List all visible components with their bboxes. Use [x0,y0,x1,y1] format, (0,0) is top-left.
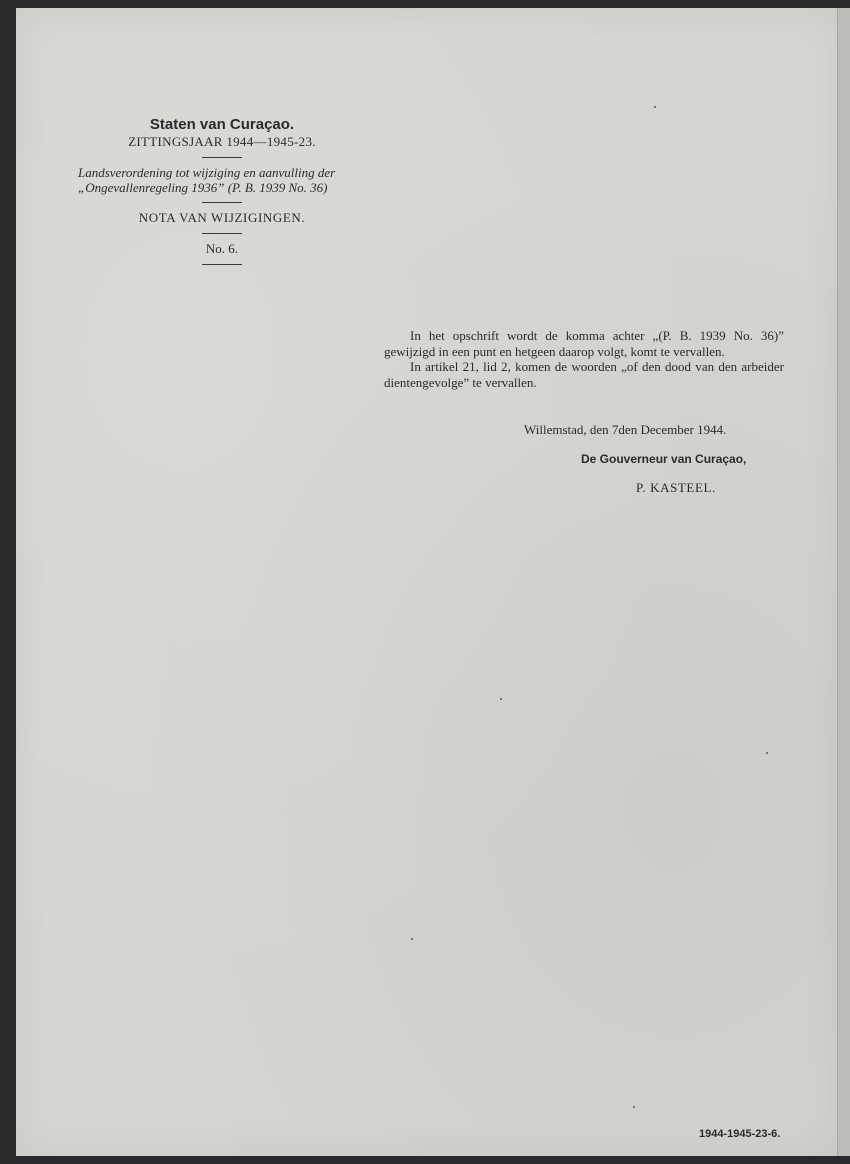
divider [202,233,242,234]
paper-speck [500,698,502,700]
amendment-paragraph: In artikel 21, lid 2, komen de woorden „of den dood van den arbeider dientengevolge” te vervallen. [384,359,784,390]
divider [202,264,242,265]
signer-name: P. KASTEEL. [636,480,716,495]
governor-line: De Gouverneur van Curaçao, [581,452,747,466]
amendment-text [384,328,784,390]
subject-line: Landsverordening tot wijziging en aanvulling der „Ongevallenregeling 1936” (P. B. 1939 No. 36) [78,165,336,195]
paper-speck [654,106,656,108]
document-header [78,116,366,272]
nota-heading: NOTA VAN WIJZIGINGEN. [138,210,306,225]
divider [202,157,242,158]
paper-speck [766,752,768,754]
session-year: ZITTINGSJAAR 1944—1945-23. [128,134,316,149]
place-date: Willemstad, den 7den December 1944. [524,422,727,437]
document-code: 1944-1945-23-6. [699,1128,781,1140]
document-title: Staten van Curaçao. [149,116,295,133]
document-page [16,8,838,1156]
divider [202,202,242,203]
paper-speck [411,938,413,940]
amendment-paragraph: In het opschrift wordt de komma achter „(P. B. 1939 No. 36)” gewijzigd in een punt en hetgeen daarop volgt, komt te vervallen. [384,328,784,359]
nota-number: No. 6. [205,241,239,256]
page-edge [837,8,850,1156]
paper-speck [633,1106,635,1108]
